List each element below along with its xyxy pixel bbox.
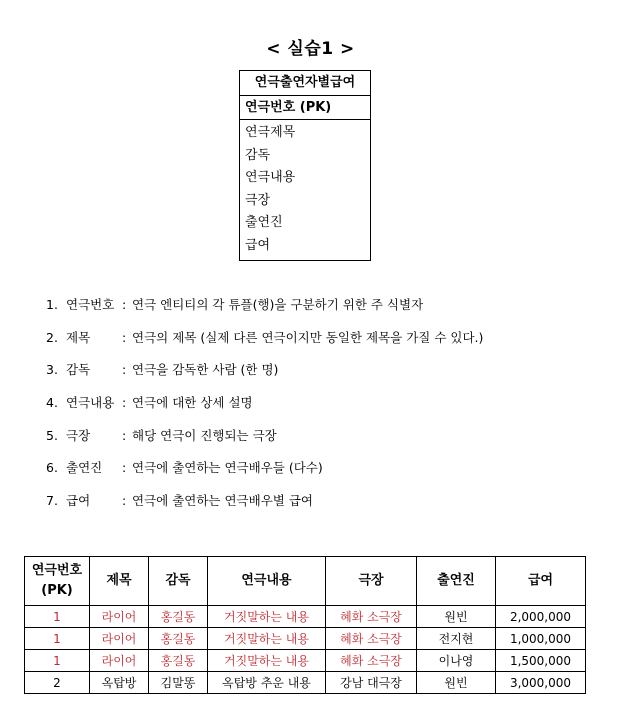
definition-list (46, 293, 606, 522)
definition-term: 출연진 (66, 460, 103, 476)
cell-no: 1 (25, 650, 90, 672)
definition-number: 3. (46, 362, 58, 378)
entity-primary-key: 연극번호 (PK) (240, 96, 370, 120)
cell-content: 거짓말하는 내용 (208, 650, 326, 672)
cell-no: 1 (25, 628, 90, 650)
definition-item (46, 391, 606, 424)
entity-name: 연극출연자별급여 (240, 71, 370, 96)
definition-description: 연극에 대한 상세 설명 (132, 395, 253, 411)
definition-item (46, 358, 606, 391)
definition-description: 연극 엔티티의 각 튜플(행)을 구분하기 위한 주 식별자 (132, 297, 424, 312)
entity-attribute: 감독 (245, 147, 271, 163)
definition-colon: : (122, 297, 127, 312)
cell-cast: 원빈 (417, 672, 496, 694)
definition-term: 급여 (66, 493, 91, 509)
definition-colon: : (122, 329, 127, 345)
entity-attribute: 출연진 (245, 215, 283, 230)
column-header-no: 연극번호 (PK) (25, 557, 90, 606)
definition-number: 6. (46, 460, 58, 476)
data-table (24, 556, 586, 694)
column-header-pay: 급여 (496, 557, 586, 606)
cell-pay: 1,000,000 (496, 628, 586, 650)
cell-director: 김말똥 (149, 672, 208, 694)
table-row (25, 606, 586, 628)
cell-theater: 강남 대극장 (326, 672, 417, 694)
definition-item (46, 326, 606, 359)
table-header-row (25, 557, 586, 606)
cell-content: 옥탑방 추운 내용 (208, 672, 326, 694)
definition-term: 연극번호 (66, 297, 115, 312)
cell-title: 라이어 (90, 650, 149, 672)
entity-attribute: 급여 (245, 237, 271, 253)
cell-no: 1 (25, 606, 90, 628)
definition-item (46, 456, 606, 489)
entity-box (239, 70, 371, 261)
definition-term: 연극내용 (66, 395, 115, 411)
cell-director: 홍길동 (149, 606, 208, 628)
column-header-cast: 출연진 (417, 557, 496, 606)
cell-theater: 혜화 소극장 (326, 650, 417, 672)
cell-content: 거짓말하는 내용 (208, 606, 326, 628)
cell-title: 라이어 (90, 606, 149, 628)
entity-attribute-list (240, 120, 370, 260)
cell-director: 홍길동 (149, 650, 208, 672)
cell-cast: 전지현 (417, 628, 496, 650)
definition-colon: : (122, 493, 127, 509)
column-header-director: 감독 (149, 557, 208, 606)
definition-number: 7. (46, 493, 58, 509)
definition-item (46, 489, 606, 522)
cell-cast: 원빈 (417, 606, 496, 628)
cell-pay: 1,500,000 (496, 650, 586, 672)
definition-colon: : (122, 427, 127, 443)
cell-pay: 3,000,000 (496, 672, 586, 694)
column-header-content: 연극내용 (208, 557, 326, 606)
definition-term: 제목 (66, 329, 91, 345)
column-header-title: 제목 (90, 557, 149, 606)
cell-director: 홍길동 (149, 628, 208, 650)
page-title: < 실습1 > (266, 39, 355, 59)
entity-attribute: 연극제목 (245, 125, 296, 140)
table-row (25, 650, 586, 672)
definition-colon: : (122, 395, 127, 411)
definition-number: 4. (46, 395, 58, 411)
definition-description: 연극에 출연하는 연극배우들 (다수) (132, 460, 323, 476)
cell-cast: 이나영 (417, 650, 496, 672)
definition-number: 5. (46, 427, 58, 443)
definition-number: 1. (46, 297, 58, 312)
entity-attribute: 극장 (245, 192, 271, 208)
table-row (25, 628, 586, 650)
cell-theater: 혜화 소극장 (326, 606, 417, 628)
definition-colon: : (122, 460, 127, 476)
cell-content: 거짓말하는 내용 (208, 628, 326, 650)
definition-description: 연극의 제목 (실제 다른 연극이지만 동일한 제목을 가질 수 있다.) (132, 329, 484, 345)
table-row (25, 672, 586, 694)
definition-item (46, 424, 606, 457)
cell-no: 2 (25, 672, 90, 694)
definition-item (46, 293, 606, 326)
cell-title: 옥탑방 (90, 672, 149, 694)
definition-term: 감독 (66, 362, 91, 378)
cell-pay: 2,000,000 (496, 606, 586, 628)
definition-description: 연극에 출연하는 연극배우별 급여 (132, 493, 313, 509)
definition-number: 2. (46, 329, 58, 345)
definition-colon: : (122, 362, 127, 378)
definition-description: 연극을 감독한 사람 (한 명) (132, 362, 279, 378)
definition-description: 해당 연극이 진행되는 극장 (132, 427, 277, 443)
definition-term: 극장 (66, 427, 91, 443)
cell-theater: 혜화 소극장 (326, 628, 417, 650)
column-header-theater: 극장 (326, 557, 417, 606)
entity-attribute: 연극내용 (245, 170, 296, 185)
cell-title: 라이어 (90, 628, 149, 650)
